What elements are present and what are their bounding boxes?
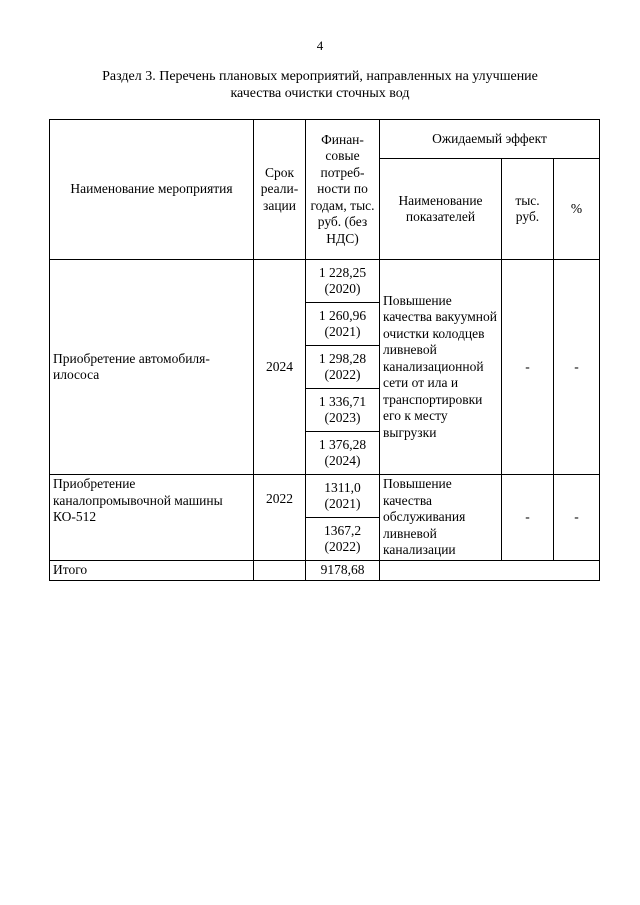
measure-name: Приобретение каналопромывочной машины КО-512	[50, 475, 254, 561]
total-label: Итого	[50, 561, 254, 581]
indicator-cell: Повышение качества вакуумной очистки колодцев ливневой канализационной сети от ила и транспортировки его к месту выгрузки	[380, 260, 502, 475]
measure-name: Приобретение автомобиля-илососа	[50, 260, 254, 475]
total-value: 9178,68	[306, 561, 380, 581]
total-empty	[254, 561, 306, 581]
header-indicator: Наименование показателей	[380, 159, 502, 260]
effect-percent-cell: -	[554, 475, 600, 561]
header-percent: %	[554, 159, 600, 260]
table-row	[50, 260, 600, 303]
finance-cell: 1367,2 (2022)	[306, 518, 380, 561]
header-row-1	[50, 120, 600, 159]
section-title-line-1: Раздел 3. Перечень плановых мероприятий, направленных на улучшение	[102, 69, 538, 84]
measure-term: 2024	[254, 260, 306, 475]
finance-cell: 1 298,28 (2022)	[306, 346, 380, 389]
table-row	[50, 475, 600, 518]
header-term: Срок реали-зации	[254, 120, 306, 260]
effect-percent-cell: -	[554, 260, 600, 475]
header-effect: Ожидаемый эффект	[380, 120, 600, 159]
header-name: Наименование мероприятия	[50, 120, 254, 260]
finance-cell: 1 260,96 (2021)	[306, 303, 380, 346]
finance-cell: 1 376,28 (2024)	[306, 432, 380, 475]
measure-term: 2022	[254, 475, 306, 561]
finance-cell: 1311,0 (2021)	[306, 475, 380, 518]
finance-cell: 1 336,71 (2023)	[306, 389, 380, 432]
total-row	[50, 561, 600, 581]
section-title-line-2: качества очистки сточных вод	[230, 86, 410, 101]
total-effect-empty	[380, 561, 600, 581]
finance-cell: 1 228,25 (2020)	[306, 260, 380, 303]
effect-rub-cell: -	[502, 475, 554, 561]
header-finance: Финан-совые потреб-ности по годам, тыс. руб. (без НДС)	[306, 120, 380, 260]
indicator-cell: Повышение качества обслуживания ливневой канализации	[380, 475, 502, 561]
page-number: 4	[316, 38, 324, 53]
measures-table	[49, 119, 600, 581]
effect-rub-cell: -	[502, 260, 554, 475]
header-rub: тыс. руб.	[502, 159, 554, 260]
section-title	[70, 68, 570, 102]
